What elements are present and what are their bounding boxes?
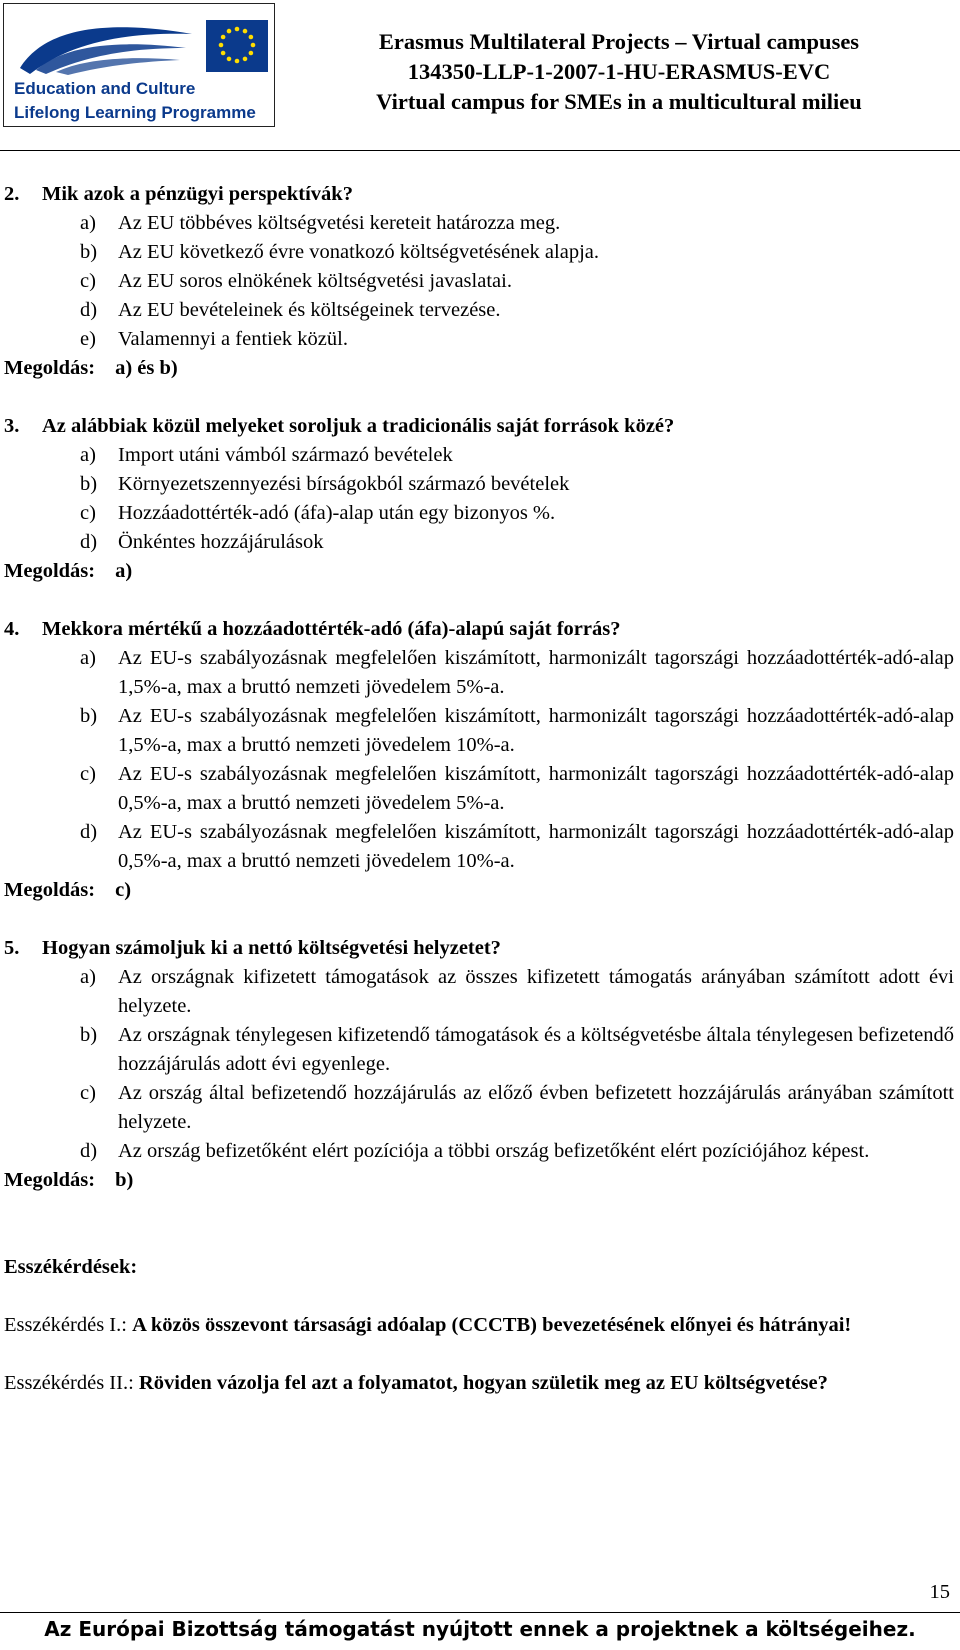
option-text: Az ország által befizetendő hozzájárulás az előző évben befizetett hozzájárulás arányában számított helyzete. <box>118 1082 954 1133</box>
option-label: d) <box>80 821 98 843</box>
page-number: 15 <box>929 1581 950 1603</box>
solution-answer: a) és b) <box>115 357 178 379</box>
option-label: b) <box>80 1024 98 1046</box>
essay-text: A közös összevont társasági adóalap (CCCTB) bevezetésének előnyei és hátrányai! <box>132 1314 852 1336</box>
project-code: 134350-LLP-1-2007-1-HU-ERASMUS-EVC <box>407 59 831 84</box>
option-text: Az EU-s szabályozásnak megfelelően kiszámított, harmonizált tagországi hozzáadottérték-adó-alap 0,5%-a, max a bruttó nemzeti jövedelem 5%-a. <box>118 763 954 814</box>
question-number: 4. <box>4 618 20 640</box>
option <box>0 963 960 1021</box>
option <box>0 296 960 325</box>
option-text: Hozzáadottérték-adó (áfa)-alap után egy bizonyos %. <box>118 502 556 524</box>
solution-answer: c) <box>115 879 132 901</box>
question-text: Mekkora mértékű a hozzáadottérték-adó (áfa)-alapú saját forrás? <box>42 618 621 640</box>
option <box>0 1021 960 1079</box>
option <box>0 760 960 818</box>
essay-section-title: Esszékérdések: <box>4 1256 138 1278</box>
project-subtitle: Virtual campus for SMEs in a multicultural milieu <box>376 89 862 114</box>
question-3 <box>0 412 960 586</box>
option-label: b) <box>80 705 98 727</box>
question-4 <box>0 615 960 905</box>
option-text: Az EU soros elnökének költségvetési javaslatai. <box>118 270 512 292</box>
option <box>0 1137 960 1166</box>
solution-label: Megoldás: <box>4 560 96 582</box>
eu-stars-icon <box>206 20 268 72</box>
option <box>0 818 960 876</box>
option <box>0 267 960 296</box>
solution <box>0 1166 960 1195</box>
question-text: Mik azok a pénzügyi perspektívák? <box>42 183 353 205</box>
option-text: Az országnak kifizetett támogatások az összes kifizetett támogatás arányában számított adott évi helyzete. <box>118 966 954 1017</box>
option-label: a) <box>80 966 96 988</box>
option-text: Az EU-s szabályozásnak megfelelően kiszámított, harmonizált tagországi hozzáadottérték-adó-alap 1,5%-a, max a bruttó nemzeti jövedelem 10%-a. <box>118 705 954 756</box>
option-label: a) <box>80 647 96 669</box>
option <box>0 644 960 702</box>
question-5 <box>0 934 960 1195</box>
essay-question-1 <box>0 1311 960 1340</box>
option-label: c) <box>80 270 96 292</box>
question-2 <box>0 180 960 383</box>
logo-education-culture: Education and Culture <box>14 79 196 98</box>
option-text: Környezetszennyezési bírságokból származó bevételek <box>118 473 570 495</box>
option-text: Import utáni vámból származó bevételek <box>118 444 453 466</box>
option <box>0 702 960 760</box>
option-text: Az EU többéves költségvetési kereteit határozza meg. <box>118 212 561 234</box>
option <box>0 238 960 267</box>
essay-question-2 <box>0 1369 960 1398</box>
option-label: c) <box>80 763 96 785</box>
option-text: Az EU következő évre vonatkozó költségvetésének alapja. <box>118 241 599 263</box>
header-divider <box>0 150 960 151</box>
option <box>0 470 960 499</box>
solution <box>0 876 960 905</box>
option <box>0 528 960 557</box>
eu-flag-icon <box>206 20 268 72</box>
essay-prefix: Esszékérdés I.: <box>4 1314 127 1336</box>
footer-text: Az Európai Bizottság támogatást nyújtott ennek a projektnek a költségeihez. <box>44 1617 916 1641</box>
option <box>0 209 960 238</box>
solution-label: Megoldás: <box>4 1169 96 1191</box>
option-label: b) <box>80 241 98 263</box>
page-header <box>0 0 960 152</box>
option-text: Az EU-s szabályozásnak megfelelően kiszámított, harmonizált tagországi hozzáadottérték-adó-alap 1,5%-a, max a bruttó nemzeti jövedelem 5%-a. <box>118 647 954 698</box>
logo-lifelong-learning: Lifelong Learning Programme <box>14 103 256 122</box>
solution <box>0 557 960 586</box>
footer-divider <box>0 1612 960 1613</box>
option <box>0 1079 960 1137</box>
option-text: Önkéntes hozzájárulások <box>118 531 324 553</box>
option-label: e) <box>80 328 96 350</box>
question-text: Hogyan számoljuk ki a nettó költségvetési helyzetet? <box>42 937 501 959</box>
essay-text: Röviden vázolja fel azt a folyamatot, hogyan születik meg az EU költségvetése? <box>138 1372 828 1394</box>
option <box>0 441 960 470</box>
option-label: d) <box>80 1140 98 1162</box>
question-number: 3. <box>4 415 20 437</box>
option-label: a) <box>80 444 96 466</box>
document-body <box>0 180 960 1398</box>
solution-label: Megoldás: <box>4 879 96 901</box>
option-label: c) <box>80 502 96 524</box>
option-text: Az EU bevételeinek és költségeinek tervezése. <box>118 299 501 321</box>
option-text: Valamennyi a fentiek közül. <box>118 328 348 350</box>
solution <box>0 354 960 383</box>
option-text: Az ország befizetőként elért pozíciója a többi ország befizetőként elért pozíciójához képest. <box>118 1140 870 1162</box>
solution-answer: b) <box>115 1169 134 1191</box>
option-label: b) <box>80 473 98 495</box>
option-label: c) <box>80 1082 96 1104</box>
question-number: 5. <box>4 937 20 959</box>
option-text: Az EU-s szabályozásnak megfelelően kiszámított, harmonizált tagországi hozzáadottérték-adó-alap 0,5%-a, max a bruttó nemzeti jövedelem 10%-a. <box>118 821 954 872</box>
solution-answer: a) <box>115 560 133 582</box>
project-title: Erasmus Multilateral Projects – Virtual campuses <box>378 29 860 54</box>
swoosh-icon <box>16 18 196 76</box>
essay-prefix: Esszékérdés II.: <box>4 1372 134 1394</box>
option <box>0 499 960 528</box>
question-text: Az alábbiak közül melyeket soroljuk a tradicionális saját források közé? <box>42 415 675 437</box>
option-label: a) <box>80 212 96 234</box>
option <box>0 325 960 354</box>
lifelong-learning-logo <box>3 3 275 127</box>
option-label: d) <box>80 299 98 321</box>
option-label: d) <box>80 531 98 553</box>
question-number: 2. <box>4 183 20 205</box>
solution-label: Megoldás: <box>4 357 96 379</box>
option-text: Az országnak ténylegesen kifizetendő támogatások és a költségvetésbe általa ténylegesen befizetendő hozzájárulás adott évi egyenlege. <box>118 1024 954 1075</box>
